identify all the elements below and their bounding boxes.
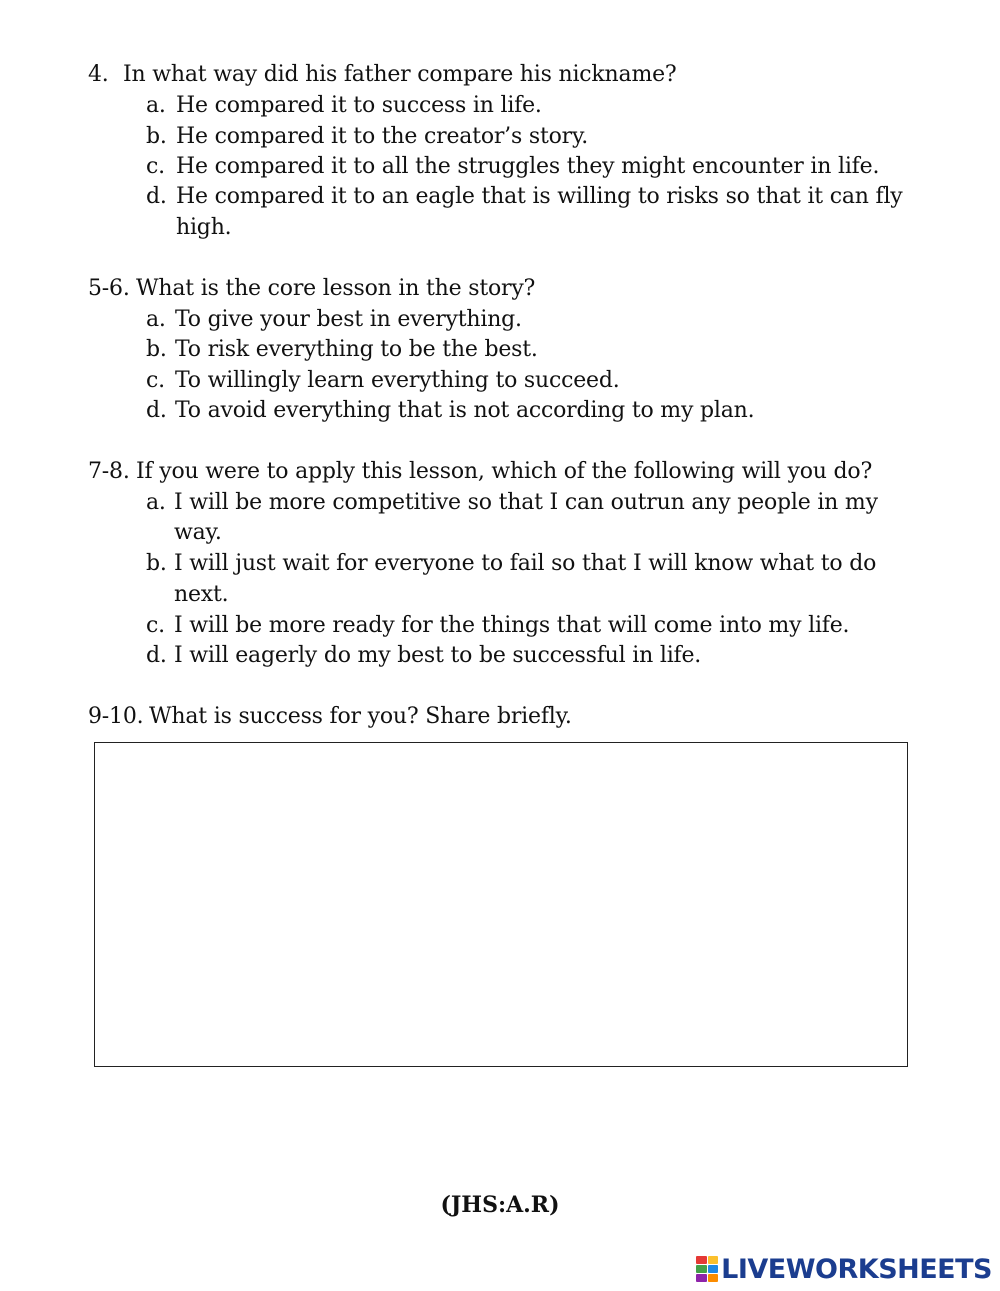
option-letter: a.: [146, 93, 166, 118]
option-5c[interactable]: [146, 366, 620, 396]
option-7d[interactable]: [146, 641, 702, 671]
question-text: What is success for you? Share briefly.: [149, 704, 572, 729]
question-text: If you were to apply this lesson, which of the following will you do?: [136, 459, 873, 484]
option-letter: d.: [146, 643, 167, 668]
option-text: To risk everything to be the best.: [175, 337, 538, 362]
option-text: I will just wait for everyone to fail so that I will know what to do: [174, 551, 877, 576]
option-letter: a.: [146, 307, 166, 332]
option-letter: c.: [146, 368, 165, 393]
option-text: To give your best in everything.: [175, 307, 522, 332]
question-5-6: [88, 274, 536, 304]
option-letter: d.: [146, 184, 167, 209]
option-text: I will be more ready for the things that will come into my life.: [174, 613, 850, 638]
option-letter: a.: [146, 490, 166, 515]
question-number: 7-8.: [88, 459, 130, 484]
question-number: 4.: [88, 62, 109, 87]
option-text: next.: [174, 582, 229, 607]
option-7a-continuation: [174, 518, 222, 548]
option-text: To willingly learn everything to succeed.: [175, 368, 620, 393]
option-4a[interactable]: [146, 91, 542, 121]
option-text: He compared it to all the struggles they might encounter in life.: [176, 154, 880, 179]
liveworksheets-brand: [696, 1252, 992, 1286]
option-text: I will be more competitive so that I can outrun any people in my: [174, 490, 878, 515]
option-letter: b.: [146, 551, 167, 576]
option-5d[interactable]: [146, 396, 755, 426]
option-letter: b.: [146, 337, 167, 362]
option-text: high.: [176, 215, 232, 240]
option-text: way.: [174, 520, 222, 545]
option-7a[interactable]: [146, 488, 878, 518]
answer-textbox[interactable]: [94, 742, 908, 1067]
question-4: [88, 60, 677, 90]
option-text: To avoid everything that is not according to my plan.: [175, 398, 755, 423]
question-text: In what way did his father compare his nickname?: [123, 62, 677, 87]
question-number: 5-6.: [88, 276, 130, 301]
option-4d[interactable]: [146, 182, 903, 212]
option-4d-continuation: [176, 213, 231, 243]
liveworksheets-logo-icon: [696, 1256, 718, 1282]
option-5b[interactable]: [146, 335, 538, 365]
option-7b[interactable]: [146, 549, 877, 579]
option-text: He compared it to the creator’s story.: [176, 124, 589, 149]
question-number: 9-10.: [88, 704, 144, 729]
option-letter: b.: [146, 124, 167, 149]
option-letter: c.: [146, 154, 165, 179]
option-7c[interactable]: [146, 611, 850, 641]
option-4c[interactable]: [146, 152, 880, 182]
option-text: He compared it to success in life.: [176, 93, 542, 118]
question-7-8: [88, 457, 873, 487]
option-7b-continuation: [174, 580, 228, 610]
option-4b[interactable]: [146, 122, 589, 152]
option-letter: d.: [146, 398, 167, 423]
option-5a[interactable]: [146, 305, 522, 335]
option-text: I will eagerly do my best to be successful in life.: [174, 643, 702, 668]
option-text: He compared it to an eagle that is willing to risks so that it can fly: [176, 184, 903, 209]
question-9-10: [88, 702, 572, 732]
question-text: What is the core lesson in the story?: [136, 276, 536, 301]
option-letter: c.: [146, 613, 165, 638]
brand-name: LIVEWORKSHEETS: [721, 1253, 992, 1285]
footer-code: (JHS:A.R): [440, 1192, 560, 1218]
